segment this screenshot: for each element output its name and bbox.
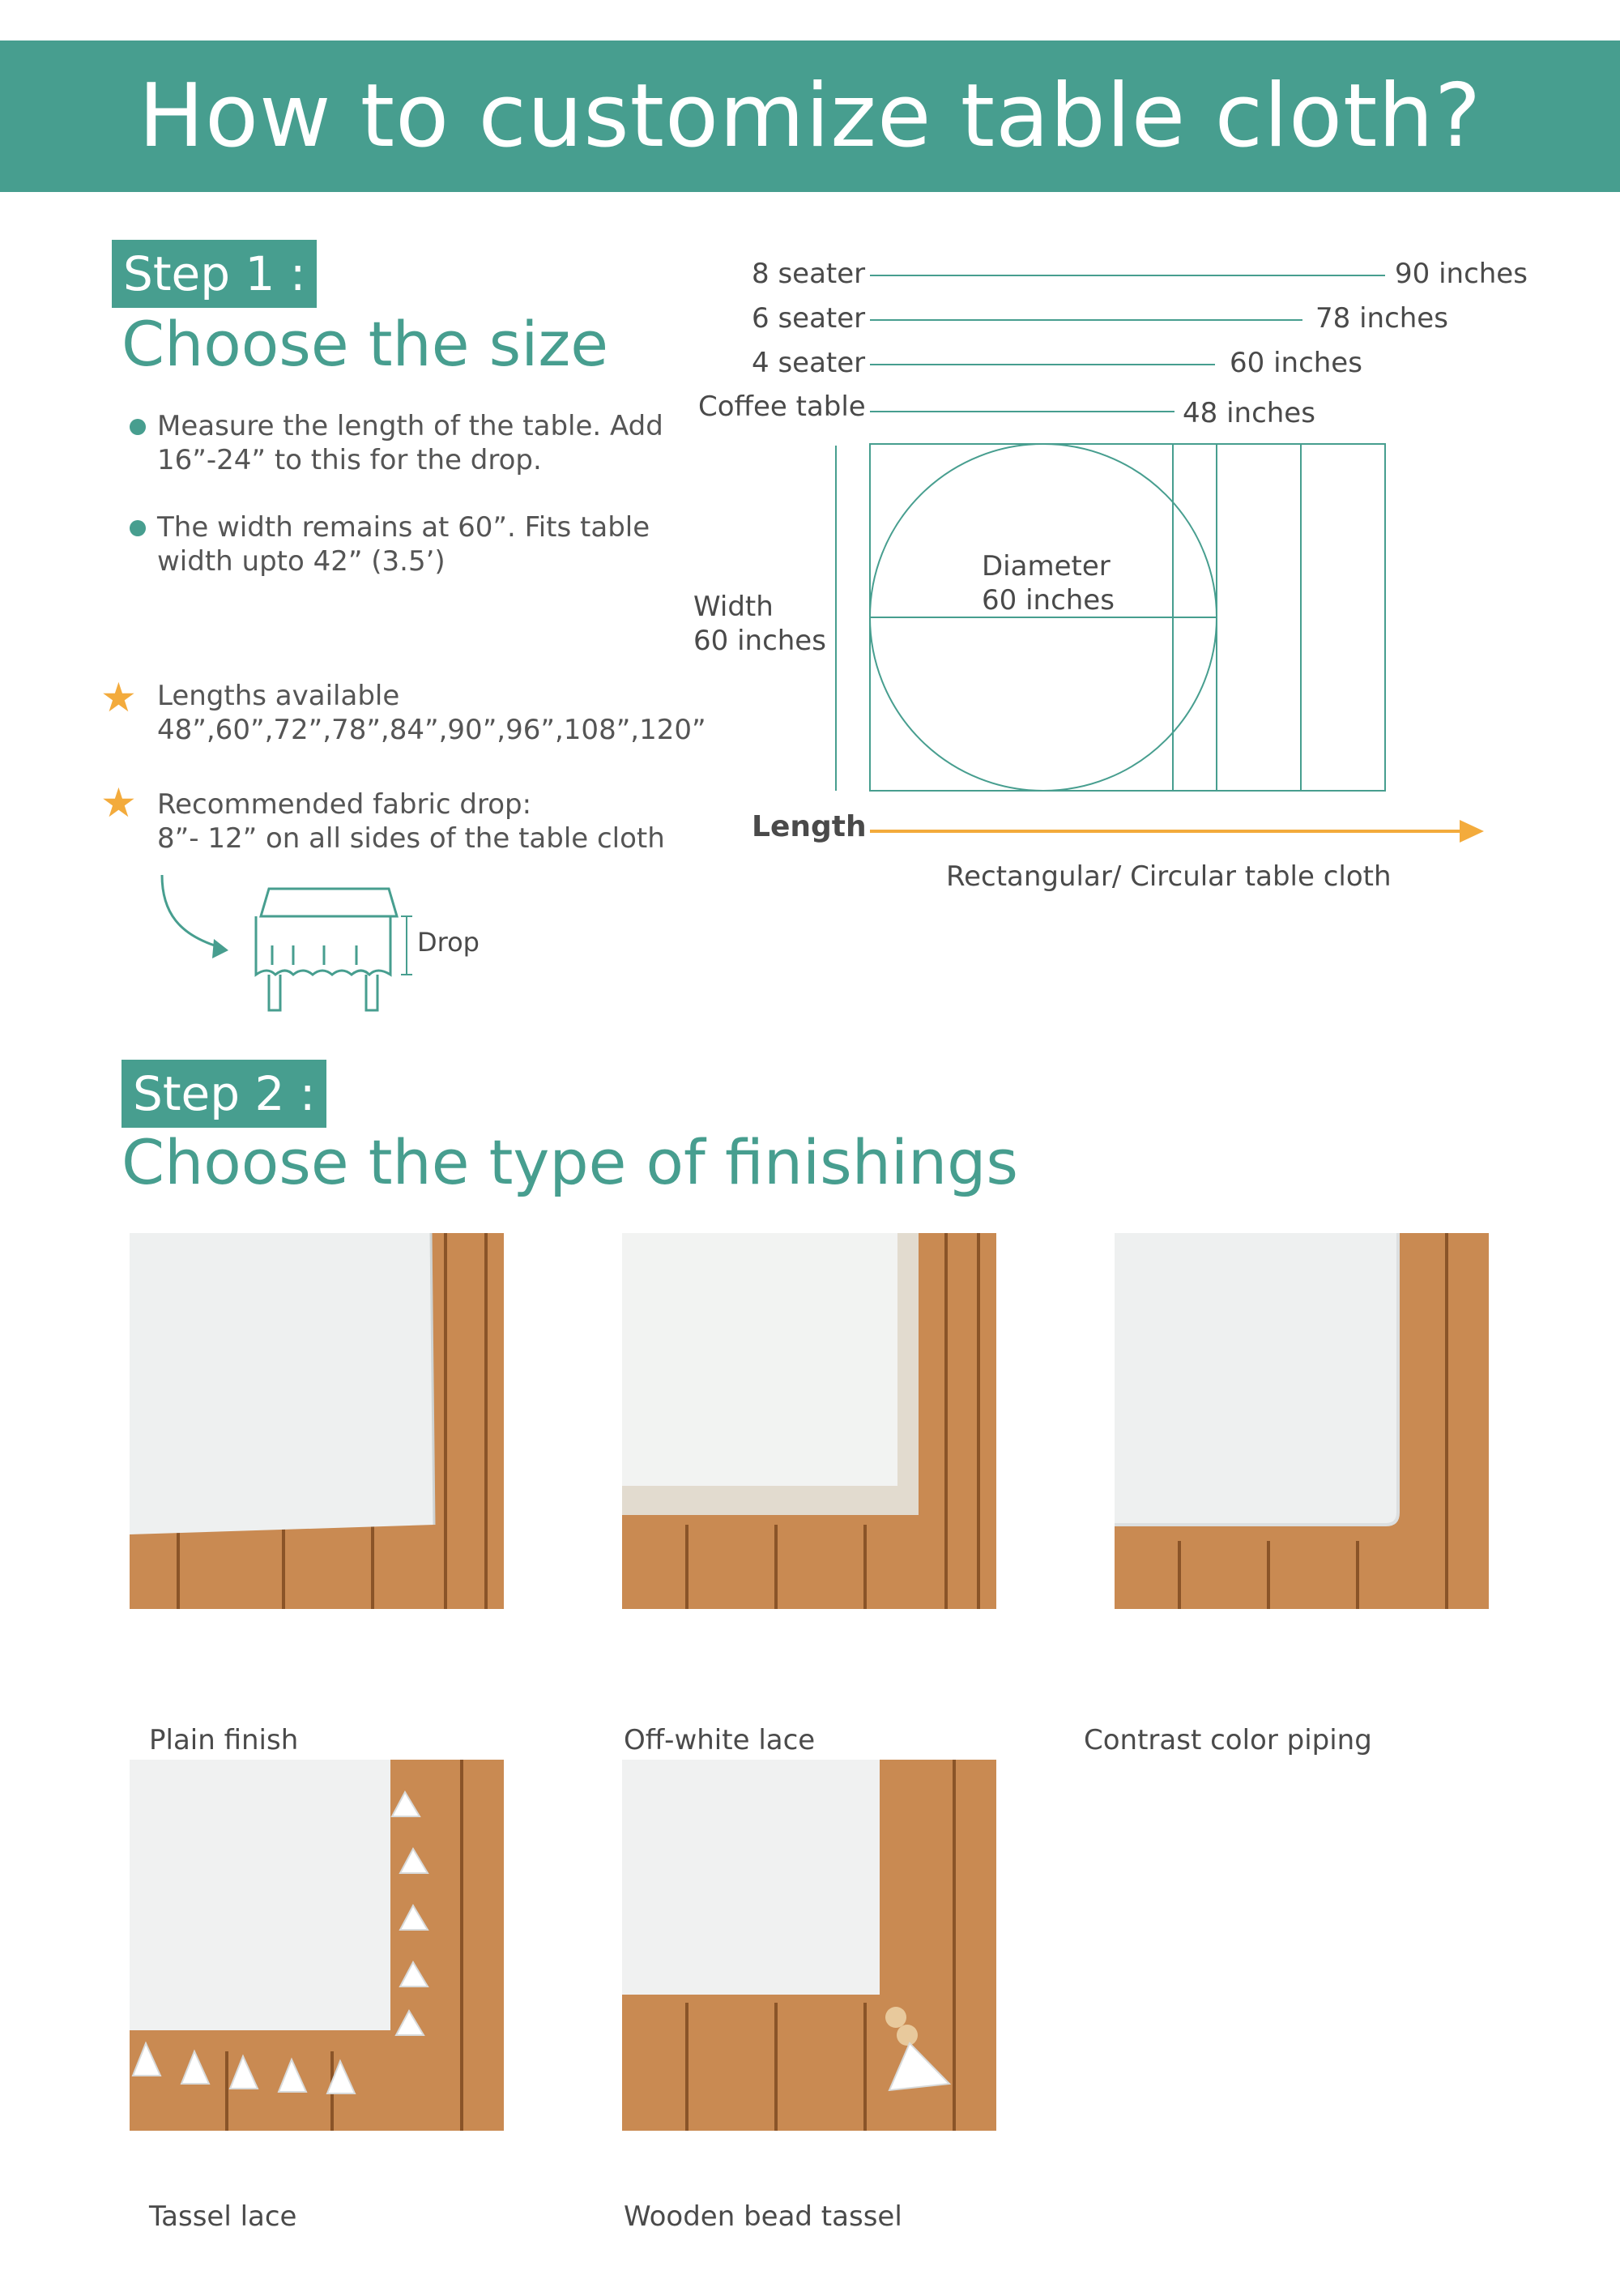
step2-heading: Choose the type of finishings — [122, 1126, 1019, 1198]
page-title: How to customize table cloth? — [138, 66, 1482, 167]
arrow-head — [212, 939, 228, 958]
step2-badge: Step 2 : — [122, 1060, 326, 1128]
caption-contrast-piping: Contrast color piping — [1084, 1724, 1372, 1756]
caption-tassel-lace: Tassel lace — [149, 2200, 297, 2233]
photo-tassel-lace — [130, 1760, 504, 2131]
diameter-label — [982, 549, 1115, 617]
row-size-label: 78 inches — [1315, 302, 1448, 335]
diagram-caption: Rectangular/ Circular table cloth — [946, 860, 1392, 893]
diameter-value: 60 inches — [982, 584, 1115, 617]
caption-wooden-bead-tassel: Wooden bead tassel — [624, 2200, 902, 2233]
table-top — [261, 889, 397, 916]
row-size-label: 90 inches — [1395, 258, 1528, 290]
diameter-title: Diameter — [982, 550, 1111, 583]
row-seats-label: 8 seater — [752, 258, 866, 290]
lengths-title: Lengths available — [157, 680, 400, 712]
bullet-measure-length — [157, 409, 676, 477]
photo-contrast-piping — [1115, 1233, 1489, 1609]
caption-off-white-lace: Off-white lace — [624, 1724, 816, 1756]
photo-off-white-lace — [622, 1233, 996, 1609]
caption-plain-finish: Plain finish — [149, 1724, 299, 1756]
drop-values: 8”- 12” on all sides of the table cloth — [157, 822, 665, 855]
row-seats-label: Coffee table — [698, 390, 866, 423]
lengths-values: 48”,60”,72”,78”,84”,90”,96”,108”,120” — [157, 714, 706, 746]
table-leg — [269, 975, 280, 1010]
width-label — [693, 590, 826, 658]
drop-label: Drop — [417, 927, 480, 958]
bullet-line: Measure the length of the table. Add — [157, 410, 663, 442]
star-icon: ★ — [100, 674, 137, 721]
curved-arrow — [162, 875, 223, 948]
size-diagram — [826, 243, 1498, 891]
step1-badge: Step 1 : — [112, 240, 317, 308]
bullet-dot — [130, 520, 146, 536]
star-icon: ★ — [100, 779, 137, 826]
lengths-available — [157, 679, 706, 747]
recommended-drop — [157, 787, 708, 856]
bullet-line: The width remains at 60”. Fits table — [157, 511, 650, 544]
photo-plain-finish — [130, 1233, 504, 1609]
bullet-line: width upto 42” (3.5’) — [157, 545, 446, 578]
drop-title: Recommended fabric drop: — [157, 788, 532, 821]
length-arrow-head — [1460, 820, 1484, 843]
bullet-dot — [130, 419, 146, 435]
table-leg — [366, 975, 377, 1010]
step1-heading: Choose the size — [122, 308, 608, 380]
row-size-label: 48 inches — [1183, 397, 1315, 429]
photo-wooden-bead-tassel — [622, 1760, 996, 2131]
bullet-width — [157, 510, 676, 578]
width-value: 60 inches — [693, 625, 826, 657]
row-size-label: 60 inches — [1230, 347, 1362, 379]
row-seats-label: 4 seater — [752, 347, 866, 379]
bullet-line: 16”-24” to this for the drop. — [157, 444, 542, 476]
width-title: Width — [693, 591, 774, 623]
row-seats-label: 6 seater — [752, 302, 866, 335]
length-label: Length — [752, 810, 867, 843]
